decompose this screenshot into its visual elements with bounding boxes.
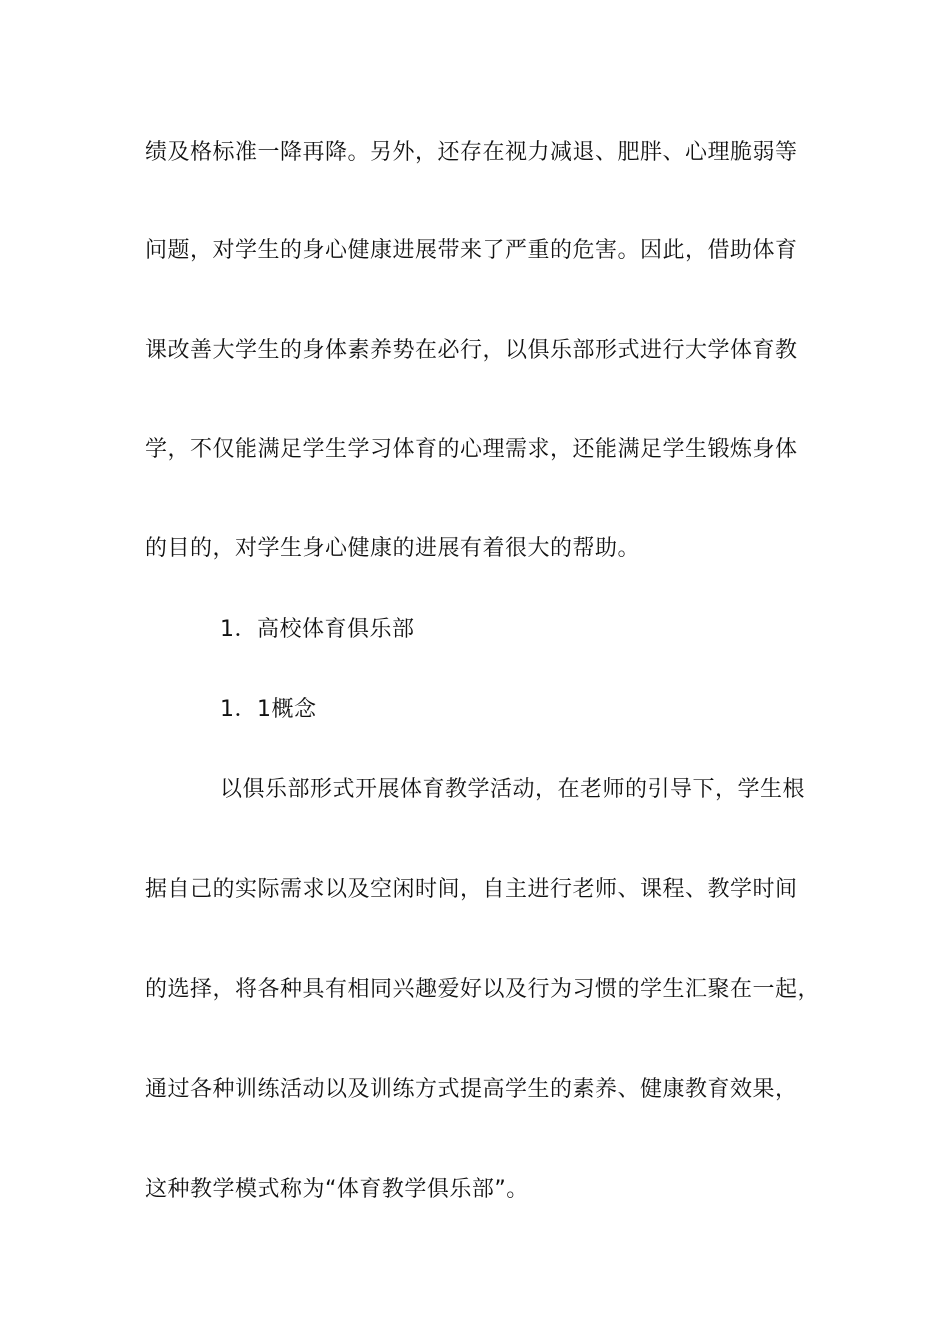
paragraph-line: 问题，对学生的身心健康进展带来了严重的危害。因此，借助体育 <box>145 238 798 263</box>
paragraph-line: 绩及格标准一降再降。另外，还存在视力减退、肥胖、心理脆弱等 <box>145 140 798 165</box>
paragraph-line: 的目的，对学生身心健康的进展有着很大的帮助。 <box>145 536 641 561</box>
paragraph-line: 的选择，将各种具有相同兴趣爱好以及行为习惯的学生汇聚在一起， <box>145 977 821 1002</box>
paragraph-line: 学，不仅能满足学生学习体育的心理需求，还能满足学生锻炼身体 <box>145 437 798 462</box>
subsection-heading: 1．1概念 <box>220 697 317 722</box>
paragraph-line: 通过各种训练活动以及训练方式提高学生的素养、健康教育效果， <box>145 1077 798 1102</box>
paragraph-line: 据自己的实际需求以及空闲时间，自主进行老师、课程、教学时间 <box>145 877 798 902</box>
section-heading: 1．高校体育俱乐部 <box>220 617 415 642</box>
paragraph-line: 这种教学模式称为“体育教学俱乐部”。 <box>145 1177 529 1202</box>
paragraph-line: 课改善大学生的身体素养势在必行，以俱乐部形式进行大学体育教 <box>145 338 798 363</box>
paragraph-line: 以俱乐部形式开展体育教学活动，在老师的引导下，学生根 <box>220 777 806 802</box>
